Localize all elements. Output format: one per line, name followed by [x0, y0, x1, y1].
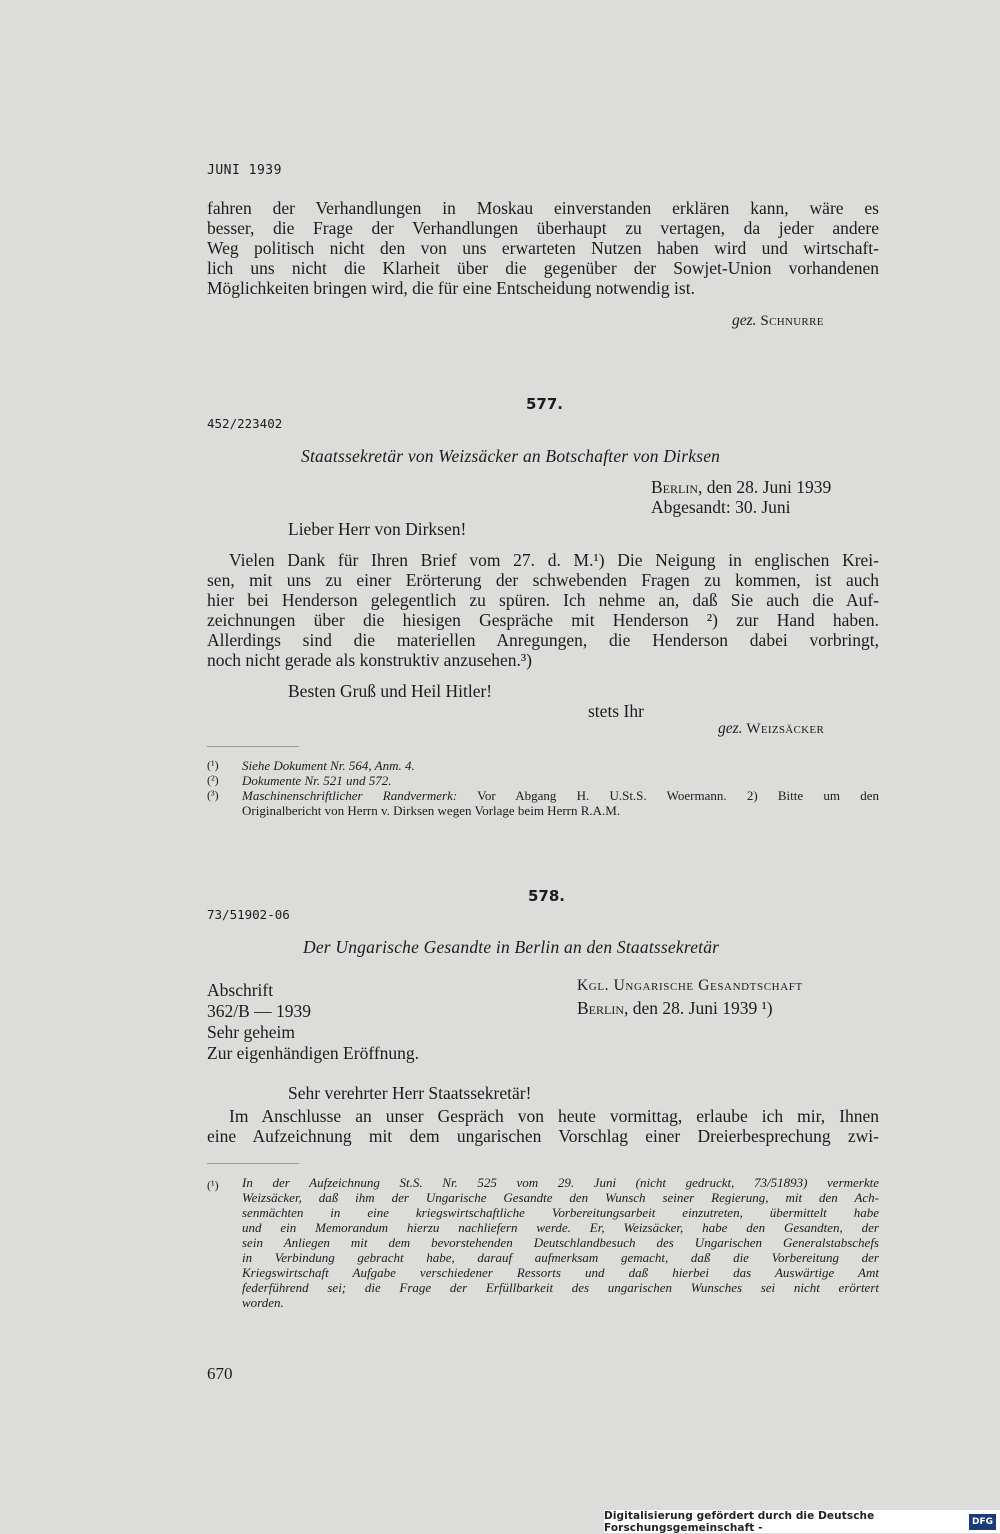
salutation-578: Sehr verehrter Herr Staatssekretär!	[288, 1083, 532, 1103]
text-line: 362/B — 1939	[207, 1001, 312, 1021]
text-line: Allerdings sind die materiellen Anregungen, die Henderson dabei vorbringt,	[207, 630, 879, 650]
text-line: Sehr geheim	[207, 1022, 295, 1042]
footnote-577-3: Maschinenschriftlicher Randvermerk: Vor Abgang H. U.St.S. Woermann. 2) Bitte um den Originalbericht von Herrn v. Dirksen wegen Vorlage beim Herrn R.A.M.	[242, 788, 879, 818]
footnote-mark: (³)	[207, 788, 219, 802]
footnote-578-1: In der Aufzeichnung St.S. Nr. 525 vom 29. Juni (nicht gedruckt, 73/51893) vermerkte Weizsäcker, daß ihm der Ungarische Gesandte den Wunsch seiner Regierung, mit den Ach- senmächten in eine kriegswirtschaftliche Vorbereitungsarbeit einzutreten, übermittelt habe und ein Memorandum hierzu nachliefern werde. Er, Weizsäcker, habe den Gesandten, der sein Anliegen mit dem bevorstehenden Deutschlandbesuch des Ungarischen Generalstabschefs in Verbindung gebracht habe, darauf aufmerksam gemacht, daß die Vorbereitung der Kriegswirtschaft Aufgabe verschiedener Ressorts und daß hierbei das Auswärtige Amt federführend sei; die Frage der Erfüllbarkeit des ungarischen Wunsches sei nicht erörtert worden.	[242, 1175, 879, 1310]
text-line: Möglichkeiten bringen wird, die für eine Entscheidung notwendig ist.	[207, 278, 695, 298]
text-line: Im Anschlusse an unser Gespräch von heute vormittag, erlaube ich mir, Ihnen	[229, 1106, 879, 1126]
text-line: Weg politisch nicht den von uns erwarteten Nutzen haben wird und wirtschaft-	[207, 238, 879, 258]
text-line: noch nicht gerade als konstruktiv anzusehen.³)	[207, 650, 533, 670]
document-number-577: 577.	[526, 395, 564, 413]
text-line: zeichnungen über die hiesigen Gespräche mit Henderson ²) zur Hand haben.	[207, 610, 879, 630]
footnote-mark: (¹)	[207, 1178, 219, 1192]
text-line: Abschrift	[207, 980, 274, 1000]
text-line: fahren der Verhandlungen in Moskau einverstanden erklären kann, wäre es	[207, 198, 879, 218]
document-reference-578: 73/51902-06	[207, 907, 290, 922]
letter-body-577	[207, 550, 879, 670]
text-line: hier bei Henderson gelegentlich zu spüren. Ich nehme an, daß Sie auch die Auf-	[207, 590, 879, 610]
text-line: eine Aufzeichnung mit dem ungarischen Vorschlag einer Dreierbesprechung zwi-	[207, 1126, 879, 1146]
signature-schnurre: gez. Schnurre	[732, 312, 824, 329]
legation-header-578: Kgl. Ungarische Gesandtschaft	[577, 977, 803, 994]
footer-credit: Digitalisierung gefördert durch die Deutsche Forschungsgemeinschaft -	[604, 1509, 875, 1534]
text-line: sen, mit uns zu einer Erörterung der schwebenden Fragen zu kommen, ist auch	[207, 570, 879, 590]
place-date-577: Berlin, den 28. Juni 1939	[651, 477, 832, 497]
letter-body-578	[207, 1106, 879, 1146]
document-reference-577: 452/223402	[207, 416, 283, 431]
footnote-mark: (²)	[207, 773, 219, 787]
text-line: Vielen Dank für Ihren Brief vom 27. d. M.¹) Die Neigung in englischen Krei-	[229, 550, 879, 570]
sent-date-577: Abgesandt: 30. Juni	[651, 497, 791, 517]
footnote-577-2: Dokumente Nr. 521 und 572.	[242, 773, 392, 788]
footnote-rule	[207, 1163, 299, 1164]
document-number-578: 578.	[528, 887, 566, 905]
signature-weizsaecker: gez. Weizsäcker	[718, 720, 825, 737]
closing-577: Besten Gruß und Heil Hitler!	[288, 681, 493, 701]
text-line: besser, die Frage der Verhandlungen überhaupt zu vertagen, da jeder andere	[207, 218, 879, 238]
running-head: JUNI 1939	[207, 163, 282, 178]
footnote-577-1: Siehe Dokument Nr. 564, Anm. 4.	[242, 758, 415, 773]
document-title-578: Der Ungarische Gesandte in Berlin an den Staatssekretär	[303, 937, 720, 957]
footnote-mark: (¹)	[207, 758, 219, 772]
closing2-577: stets Ihr	[588, 701, 644, 721]
document-title-577: Staatssekretär von Weizsäcker an Botschafter von Dirksen	[301, 446, 721, 466]
digitization-footer	[604, 1510, 1000, 1533]
dfg-logo: DFG	[969, 1514, 996, 1530]
left-header-block-578	[207, 980, 419, 1064]
salutation-577: Lieber Herr von Dirksen!	[288, 519, 467, 539]
text-line: Zur eigenhändigen Eröffnung.	[207, 1043, 420, 1063]
continuation-paragraph	[207, 198, 879, 298]
footnote-rule	[207, 746, 299, 747]
page-number: 670	[207, 1364, 233, 1383]
text-line: lich uns nicht die Klarheit über die gegenüber der Sowjet-Union vorhandenen	[207, 258, 879, 278]
place-date-578: Berlin, den 28. Juni 1939 ¹)	[577, 998, 773, 1018]
